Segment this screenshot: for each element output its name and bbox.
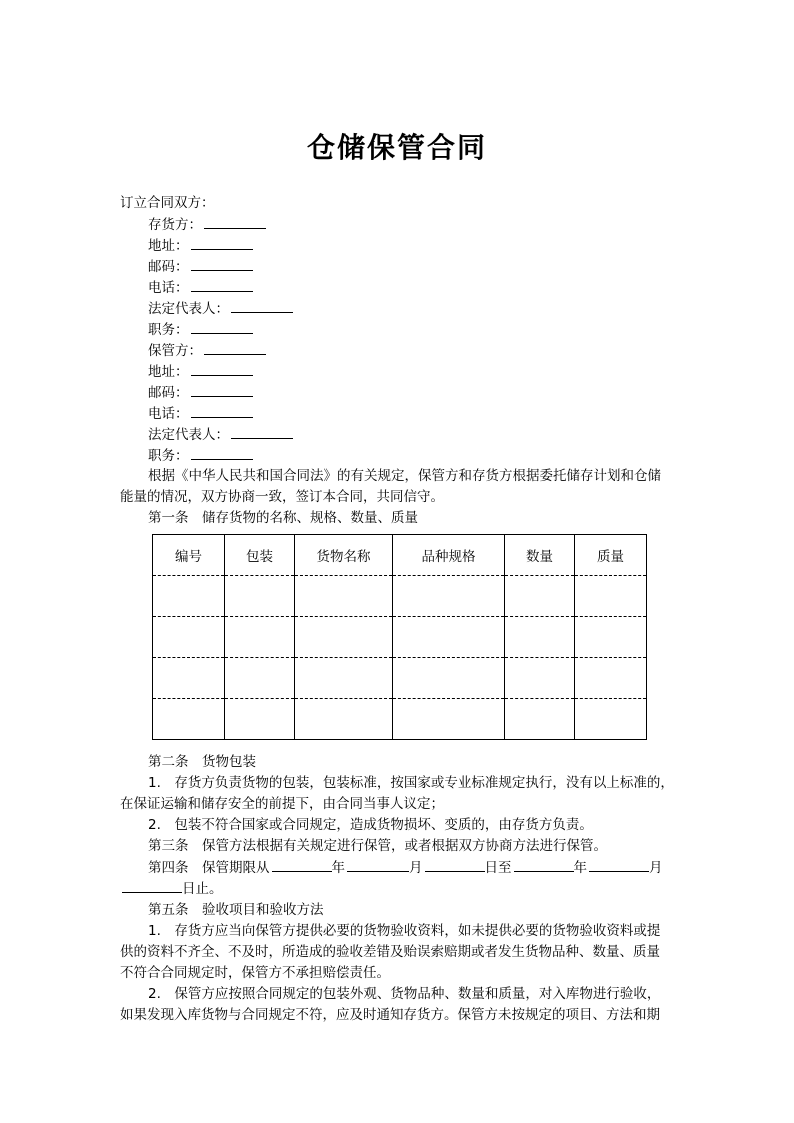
start-day-blank[interactable] <box>425 857 485 872</box>
article5-item2-line2: 如果发现入库货物与合同规定不符，应及时通知存货方。保管方未按规定的项目、方法和期 <box>120 1007 660 1023</box>
depositor-address-label: 地址： <box>148 238 189 254</box>
keeper-rep-line <box>148 424 293 446</box>
goods-col-packaging: 包装 <box>225 535 295 576</box>
table-cell[interactable] <box>153 617 225 658</box>
depositor-postcode-line <box>148 256 253 278</box>
article3: 第三条 保管方法根据有关规定进行保管，或者根据双方协商方法进行保管。 <box>148 838 607 854</box>
table-cell[interactable] <box>505 576 575 617</box>
article5-item1-line2: 供的资料不齐全、不及时，所造成的验收差错及贻误索赔期或者发生货物品种、数量、质量 <box>120 944 660 960</box>
goods-table-container <box>152 534 646 744</box>
goods-col-spec: 品种规格 <box>393 535 505 576</box>
table-cell[interactable] <box>575 617 647 658</box>
keeper-phone-blank[interactable] <box>191 403 253 418</box>
table-cell[interactable] <box>575 576 647 617</box>
end-year-blank[interactable] <box>514 857 574 872</box>
keeper-postcode-label: 邮码： <box>148 385 189 401</box>
table-row <box>153 658 647 699</box>
table-cell[interactable] <box>225 576 295 617</box>
keeper-address-label: 地址： <box>148 364 189 380</box>
goods-col-quantity: 数量 <box>505 535 575 576</box>
depositor-name-blank[interactable] <box>204 214 266 229</box>
preamble-line-2: 能量的情况，双方协商一致，签订本合同，共同信守。 <box>120 489 444 505</box>
table-cell[interactable] <box>225 699 295 740</box>
table-cell[interactable] <box>225 658 295 699</box>
depositor-rep-line <box>148 298 293 320</box>
start-month-blank[interactable] <box>347 857 409 872</box>
table-cell[interactable] <box>393 658 505 699</box>
goods-col-number: 编号 <box>153 535 225 576</box>
table-row <box>153 576 647 617</box>
table-cell[interactable] <box>505 617 575 658</box>
keeper-postcode-line <box>148 382 253 404</box>
article2-item1-line2: 在保证运输和储存安全的前提下，由合同当事人议定； <box>120 796 444 812</box>
preamble-line-1: 根据《中华人民共和国合同法》的有关规定，保管方和存货方根据委托储存计划和仓储 <box>148 468 661 484</box>
depositor-phone-line <box>148 277 253 299</box>
start-month-label: 月 <box>409 860 423 876</box>
table-cell[interactable] <box>575 658 647 699</box>
keeper-name-label: 保管方： <box>148 343 202 359</box>
start-year-label: 年 <box>331 860 345 876</box>
article1-heading: 第一条 储存货物的名称、规格、数量、质量 <box>148 510 418 526</box>
table-cell[interactable] <box>153 576 225 617</box>
table-cell[interactable] <box>153 658 225 699</box>
end-month-blank[interactable] <box>589 857 649 872</box>
keeper-position-blank[interactable] <box>191 445 253 460</box>
article4-line1 <box>148 857 663 879</box>
keeper-phone-line <box>148 403 253 425</box>
depositor-rep-label: 法定代表人： <box>148 301 229 317</box>
end-label: 日止。 <box>182 881 223 897</box>
article2-item1-line1: 1. 存货方负责货物的包装，包装标准，按国家或专业标准规定执行，没有以上标准的， <box>148 775 674 791</box>
goods-col-name: 货物名称 <box>295 535 393 576</box>
depositor-rep-blank[interactable] <box>231 298 293 313</box>
keeper-address-blank[interactable] <box>191 361 253 376</box>
depositor-phone-label: 电话： <box>148 280 189 296</box>
article5-heading: 第五条 验收项目和验收方法 <box>148 902 324 918</box>
article2-heading: 第二条 货物包装 <box>148 754 256 770</box>
table-cell[interactable] <box>153 699 225 740</box>
keeper-position-line <box>148 445 253 467</box>
table-row <box>153 617 647 658</box>
table-cell[interactable] <box>295 617 393 658</box>
article4-prefix: 第四条 保管期限从 <box>148 860 270 876</box>
table-cell[interactable] <box>393 617 505 658</box>
depositor-phone-blank[interactable] <box>191 277 253 292</box>
keeper-rep-blank[interactable] <box>231 424 293 439</box>
depositor-position-line <box>148 319 253 341</box>
keeper-position-label: 职务： <box>148 448 189 464</box>
keeper-postcode-blank[interactable] <box>191 382 253 397</box>
depositor-postcode-blank[interactable] <box>191 256 253 271</box>
article5-item1-line3: 不符合合同规定时，保管方不承担赔偿责任。 <box>120 965 390 981</box>
table-cell[interactable] <box>393 699 505 740</box>
parties-intro: 订立合同双方： <box>120 195 215 211</box>
article2-item2: 2. 包装不符合国家或合同规定，造成货物损坏、变质的，由存货方负责。 <box>148 817 593 833</box>
depositor-postcode-label: 邮码： <box>148 259 189 275</box>
document-title: 仓储保管合同 <box>306 131 487 164</box>
end-month-label: 月 <box>649 860 663 876</box>
article4-line2 <box>120 878 223 900</box>
depositor-address-blank[interactable] <box>191 235 253 250</box>
article5-item2-line1: 2. 保管方应按照合同规定的包装外观、货物品种、数量和质量，对入库物进行验收， <box>148 986 661 1002</box>
depositor-name-line <box>148 214 266 236</box>
end-year-label: 年 <box>573 860 587 876</box>
day-to-label: 日至 <box>484 860 512 876</box>
goods-table <box>152 534 647 740</box>
table-cell[interactable] <box>505 658 575 699</box>
start-year-blank[interactable] <box>272 857 332 872</box>
table-cell[interactable] <box>225 617 295 658</box>
end-day-blank[interactable] <box>122 878 182 893</box>
table-cell[interactable] <box>575 699 647 740</box>
keeper-name-blank[interactable] <box>204 340 266 355</box>
goods-table-header-row <box>153 535 647 576</box>
table-row <box>153 699 647 740</box>
goods-col-quality: 质量 <box>575 535 647 576</box>
table-cell[interactable] <box>295 658 393 699</box>
table-cell[interactable] <box>295 699 393 740</box>
keeper-name-line <box>148 340 266 362</box>
article5-item1-line1: 1. 存货方应当向保管方提供必要的货物验收资料，如未提供必要的货物验收资料或提 <box>148 923 661 939</box>
keeper-phone-label: 电话： <box>148 406 189 422</box>
table-cell[interactable] <box>393 576 505 617</box>
table-cell[interactable] <box>505 699 575 740</box>
table-cell[interactable] <box>295 576 393 617</box>
depositor-position-label: 职务： <box>148 322 189 338</box>
depositor-address-line <box>148 235 253 257</box>
keeper-address-line <box>148 361 253 383</box>
depositor-position-blank[interactable] <box>191 319 253 334</box>
keeper-rep-label: 法定代表人： <box>148 427 229 443</box>
depositor-name-label: 存货方： <box>148 217 202 233</box>
